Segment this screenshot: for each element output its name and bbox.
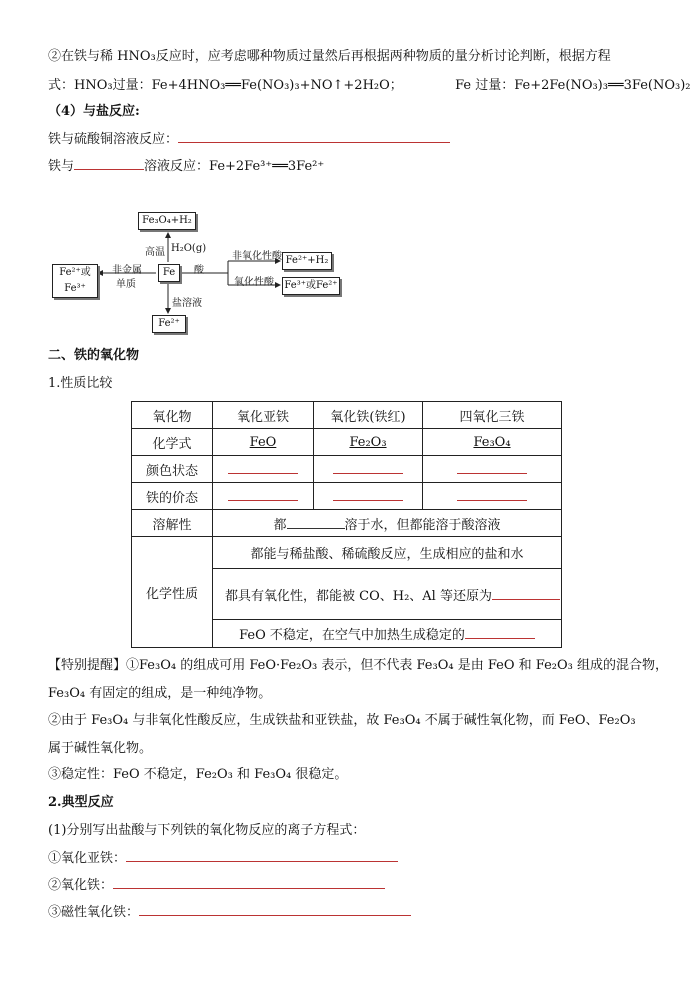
label-salt-solution: 盐溶液 (172, 298, 202, 309)
solubility-cell (213, 510, 562, 537)
header-oxide: 氧化物 (132, 402, 213, 429)
valence-fe2o3-blank[interactable] (333, 488, 403, 501)
color-feo-blank[interactable] (228, 461, 298, 474)
valence-feo-blank[interactable] (228, 488, 298, 501)
answer-fe2o3-label: ②氧化铁： (48, 878, 114, 893)
answer-fe2o3-line (48, 876, 385, 896)
fe-excess-equation: Fe 过量：Fe+2Fe(NO₃)₃══3Fe(NO₃)₂ (455, 78, 691, 93)
note2-line1: ②由于 Fe₃O₄ 与非氧化性酸反应，生成铁盐和亚铁盐，故 Fe₃O₄ 不属于碱性氧化物，而 FeO、Fe₂O₃ (48, 713, 636, 728)
solubility-text-b: 溶于水，但都能溶于酸溶液 (344, 517, 501, 533)
color-fe3o4-blank[interactable] (457, 461, 527, 474)
color-label: 颜色状态 (132, 456, 213, 483)
header-fe3o4: 四氧化三铁 (423, 402, 562, 429)
formula-feo: FeO (249, 434, 277, 450)
hno3-excess-equation: 式：HNO₃过量：Fe+4HNO₃══Fe(NO₃)₃+NO↑+2H₂O； (48, 78, 403, 93)
note1-line1: 【特别提醒】①Fe₃O₄ 的组成可用 FeO·Fe₂O₃ 表示，但不代表 Fe₃O₄ 是由 FeO 和 Fe₂O₃ 组成的混合物， (48, 658, 668, 673)
fe3-solution-blank[interactable] (74, 157, 144, 170)
label-oxidizing-acid: 氧化性酸 (234, 277, 274, 288)
hno3-paragraph-line2 (48, 76, 691, 96)
fe3o4-h2-box: Fe₃O₄+H₂ (138, 212, 196, 230)
fe-center-box: Fe (158, 264, 180, 282)
chem-property-1: 都能与稀盐酸、稀硫酸反应，生成相应的盐和水 (213, 537, 562, 569)
reduction-product-blank[interactable] (492, 587, 560, 600)
stable-product-blank[interactable] (465, 626, 535, 639)
valence-label: 铁的价态 (132, 483, 213, 510)
formula-fe3o4: Fe₃O₄ (473, 434, 511, 450)
chem-property-2-text: 都具有氧化性，都能被 CO、H₂、Al 等还原为 (225, 588, 492, 604)
hno3-paragraph-line1: ②在铁与稀 HNO₃反应时，应考虑哪种物质过量然后再根据两种物质的量分析讨论判断，根据方程 (48, 49, 611, 64)
cuso4-reaction-line (48, 130, 450, 150)
table-row-color (132, 456, 562, 483)
answer-feo-line (48, 849, 398, 869)
table-header-row (132, 402, 562, 429)
label-h2o-gas: H₂O(g) (171, 243, 207, 254)
note2-line2: 属于碱性氧化物。 (48, 741, 153, 756)
typical-reactions-heading: 2.典型反应 (48, 795, 114, 810)
label-nonmetal: 非金属 (112, 265, 142, 276)
label-non-oxidizing-acid: 非氧化性酸 (232, 251, 282, 262)
fe3-label-b: 溶液反应：Fe+2Fe³⁺══3Fe²⁺ (144, 159, 325, 174)
answer-fe3o4-label: ③磁性氧化铁： (48, 905, 140, 920)
color-fe2o3-blank[interactable] (333, 461, 403, 474)
solubility-text-a: 都 (273, 517, 287, 533)
fe2-bottom-box: Fe²⁺ (152, 315, 186, 333)
formula-fe2o3: Fe₂O₃ (349, 434, 387, 450)
table-row-chem-1 (132, 537, 562, 569)
solubility-blank[interactable] (287, 516, 345, 529)
label-elemental: 单质 (116, 279, 136, 290)
label-acid: 酸 (194, 265, 204, 276)
iron-oxide-properties-table (131, 401, 562, 648)
chem-property-3 (213, 619, 562, 647)
answer-fe2o3-blank[interactable] (113, 876, 385, 889)
answer-feo-blank[interactable] (126, 849, 398, 862)
chem-label: 化学性质 (132, 537, 213, 648)
header-feo: 氧化亚铁 (213, 402, 314, 429)
fe3-or-fe2-box: Fe³⁺或Fe²⁺ (282, 277, 340, 295)
iron-reaction-diagram (48, 205, 358, 340)
fe2-fe3-box: Fe²⁺或Fe³⁺ (52, 264, 98, 298)
fe3-reaction-line (48, 157, 324, 177)
fe2-h2-box: Fe²⁺+H₂ (282, 252, 332, 270)
section2-heading: 二、铁的氧化物 (48, 348, 140, 363)
fe3-label-a: 铁与 (48, 159, 75, 174)
note1-line2: Fe₃O₄ 有固定的组成，是一种纯净物。 (48, 686, 272, 701)
section2-subheading: 1.性质比较 (48, 376, 113, 391)
answer-feo-label: ①氧化亚铁： (48, 851, 127, 866)
table-row-formula (132, 429, 562, 456)
table-row-valence (132, 483, 562, 510)
typical-reactions-question: (1)分别写出盐酸与下列铁的氧化物反应的离子方程式： (48, 823, 366, 838)
chem-property-2 (213, 569, 562, 620)
chem-property-3-text: FeO 不稳定，在空气中加热生成稳定的 (239, 627, 465, 643)
valence-fe3o4-blank[interactable] (457, 488, 527, 501)
cuso4-answer-blank[interactable] (178, 130, 450, 143)
formula-label: 化学式 (132, 429, 213, 456)
note3: ③稳定性：FeO 不稳定，Fe₂O₃ 和 Fe₃O₄ 很稳定。 (48, 767, 348, 782)
table-row-solubility (132, 510, 562, 537)
salt-reaction-heading: （4）与盐反应: (48, 104, 140, 119)
label-high-temp: 高温 (145, 247, 165, 258)
solubility-label: 溶解性 (132, 510, 213, 537)
header-fe2o3: 氧化铁(铁红) (314, 402, 423, 429)
cuso4-label: 铁与硫酸铜溶液反应： (48, 132, 179, 147)
answer-fe3o4-line (48, 903, 411, 923)
answer-fe3o4-blank[interactable] (139, 903, 411, 916)
